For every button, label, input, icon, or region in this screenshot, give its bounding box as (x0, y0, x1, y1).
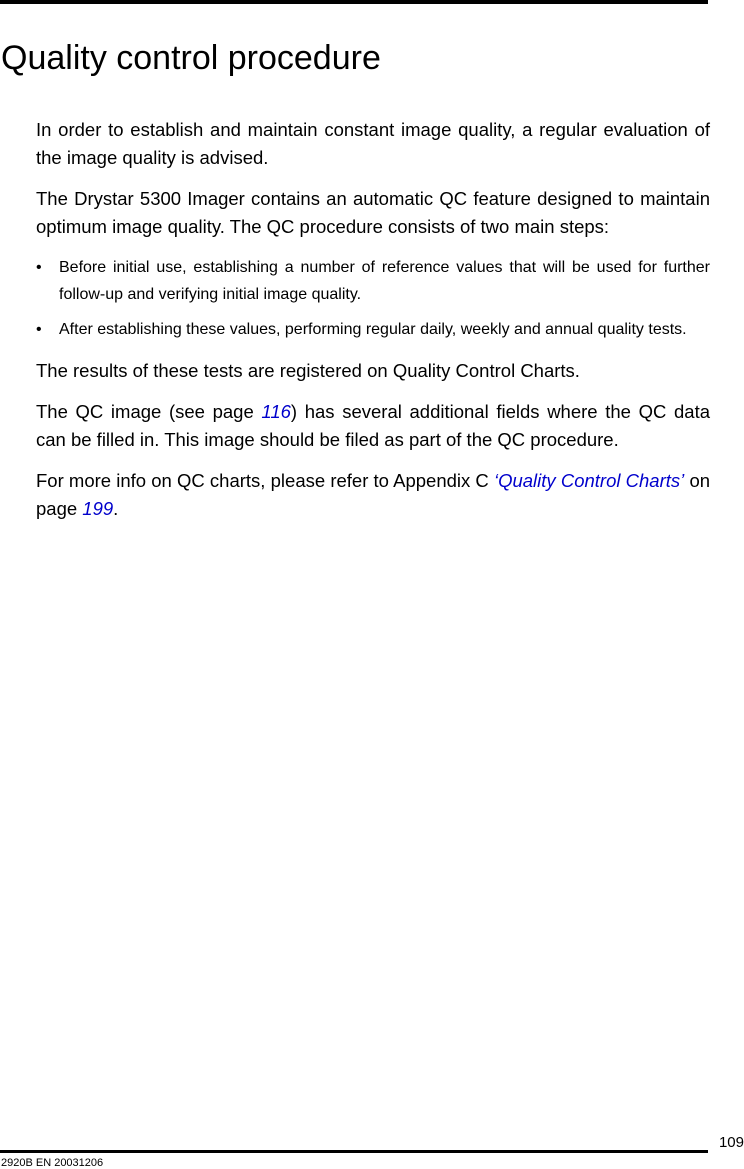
bullet-icon: • (36, 259, 42, 276)
document-code: 2920B EN 20031206 (1, 1157, 104, 1169)
page-number: 109 (718, 1134, 744, 1151)
qc-image-paragraph (36, 398, 710, 454)
list-item (36, 316, 710, 343)
qc-image-text-before: The QC image (see page (36, 401, 262, 422)
top-rule (0, 0, 708, 4)
appendix-c-link[interactable]: ‘Quality Control Charts’ (493, 470, 685, 491)
body-content (36, 116, 710, 536)
page-title: Quality control procedure (1, 39, 381, 77)
feature-paragraph: The Drystar 5300 Imager contains an automatic QC feature designed to maintain optimum image quality. The QC procedure consists of two main steps: (36, 188, 710, 237)
bottom-rule (0, 1150, 708, 1153)
list-item (36, 254, 710, 308)
page-116-link[interactable]: 116 (261, 401, 291, 422)
page-199-link[interactable]: 199 (82, 498, 114, 519)
more-info-paragraph (36, 467, 710, 523)
more-info-text-middle: on page (36, 470, 711, 519)
qc-image-text-after: ) has several additional fields where the QC data can be filled in. This image should be filed as part of the QC procedure. (36, 401, 711, 450)
more-info-text-before: For more info on QC charts, please refer to Appendix C (36, 470, 494, 491)
more-info-text-after: . (113, 498, 119, 519)
list-item-text: After establishing these values, performing regular daily, weekly and annual quality tests. (59, 321, 687, 338)
list-item-text: Before initial use, establishing a number of reference values that will be used for further follow-up and verifying initial image quality. (59, 259, 710, 303)
results-paragraph: The results of these tests are registered on Quality Control Charts. (36, 360, 580, 381)
intro-paragraph: In order to establish and maintain constant image quality, a regular evaluation of the image quality is advised. (36, 119, 710, 168)
bullet-icon: • (36, 321, 42, 338)
steps-list (36, 254, 710, 343)
